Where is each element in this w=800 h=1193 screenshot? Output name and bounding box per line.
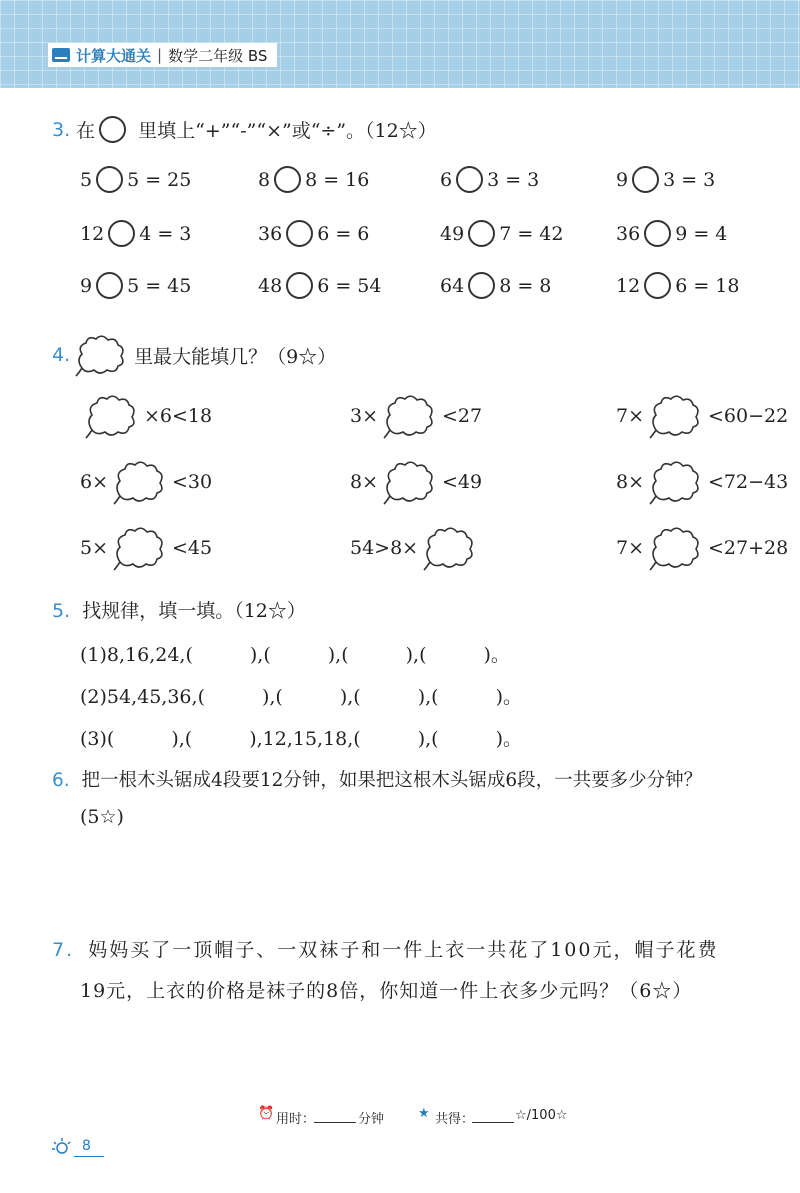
q3-title: 3. 在 里填上“+”“-”“×”或“÷”。（12☆）	[52, 116, 437, 143]
leaf-answer-input[interactable]	[112, 458, 168, 506]
book-icon	[52, 48, 70, 62]
operator-circle-input[interactable]	[468, 220, 495, 247]
q4-inequality: 54>8×	[350, 524, 482, 572]
book-subject: 数学二年级 BS	[168, 46, 268, 65]
book-title: 计算大通关	[76, 46, 152, 65]
leaf-answer-input[interactable]	[112, 524, 168, 572]
q5-title: 5. 找规律，填一填。（12☆）	[52, 600, 306, 622]
operator-circle-input[interactable]	[96, 272, 123, 299]
page-number: 8	[50, 1136, 91, 1156]
operator-circle-input[interactable]	[644, 220, 671, 247]
operator-circle-input[interactable]	[274, 166, 301, 193]
operator-circle-input[interactable]	[96, 166, 123, 193]
page-header	[0, 0, 800, 88]
q4-inequality: 7× <60−22	[616, 392, 788, 440]
operator-circle-input[interactable]	[286, 220, 313, 247]
q3-equation: 5 5 = 25	[80, 166, 191, 193]
leaf-answer-input[interactable]	[648, 524, 704, 572]
q3-equation: 8 8 = 16	[258, 166, 369, 193]
q3-equation: 36 6 = 6	[258, 220, 369, 247]
time-blank	[314, 1122, 356, 1123]
q4-inequality: 6× <30	[80, 458, 212, 506]
q4-inequality: 5× <45	[80, 524, 212, 572]
operator-circle-input[interactable]	[456, 166, 483, 193]
q4-inequality: 8× <72−43	[616, 458, 788, 506]
q3-equation: 64 8 = 8	[440, 272, 551, 299]
q7-line-2: 19元，上衣的价格是袜子的8倍，你知道一件上衣多少元吗？（6☆）	[80, 980, 693, 1002]
q5-line-3: (3)( ),( ),12,15,18,( ),( )。	[80, 728, 522, 750]
q3-equation: 9 5 = 45	[80, 272, 191, 299]
q6-line-2: (5☆)	[80, 806, 124, 828]
leaf-answer-input[interactable]	[382, 392, 438, 440]
sun-icon	[50, 1136, 72, 1156]
operator-circle-input[interactable]	[644, 272, 671, 299]
circle-placeholder-icon	[99, 116, 126, 143]
q7-text: 7. 妈妈买了一顶帽子、一双袜子和一件上衣一共花了100元，帽子花费	[52, 939, 719, 961]
q4-inequality: 7× <27+28	[616, 524, 788, 572]
leaf-answer-input[interactable]	[648, 392, 704, 440]
q4-inequality: 3× <27	[350, 392, 482, 440]
leaf-answer-input[interactable]	[84, 392, 140, 440]
q5-line-2: (2)54,45,36,( ),( ),( ),( )。	[80, 686, 522, 708]
leaf-placeholder-icon	[74, 332, 128, 378]
q3-equation: 36 9 = 4	[616, 220, 727, 247]
q3-equation: 49 7 = 42	[440, 220, 563, 247]
operator-circle-input[interactable]	[108, 220, 135, 247]
header-tag: 计算大通关 | 数学二年级 BS	[48, 43, 277, 67]
q3-equation: 48 6 = 54	[258, 272, 381, 299]
score-blank	[472, 1122, 514, 1123]
q5-line-1: (1)8,16,24,( ),( ),( ),( )。	[80, 644, 510, 666]
clock-icon: ⏰	[258, 1106, 275, 1121]
q3-equation: 12 4 = 3	[80, 220, 191, 247]
q6-text: 6. 把一根木头锯成4段要12分钟，如果把这根木头锯成6段，一共要多少分钟？	[52, 770, 703, 791]
q4-inequality: 8× <49	[350, 458, 482, 506]
leaf-answer-input[interactable]	[382, 458, 438, 506]
q4-inequality: ×6<18	[80, 392, 212, 440]
star-icon: ★	[418, 1106, 430, 1121]
q3-equation: 12 6 = 18	[616, 272, 739, 299]
q4-title: 4. 里最大能填几？（9☆）	[52, 332, 336, 378]
operator-circle-input[interactable]	[632, 166, 659, 193]
operator-circle-input[interactable]	[468, 272, 495, 299]
leaf-answer-input[interactable]	[648, 458, 704, 506]
leaf-answer-input[interactable]	[422, 524, 478, 572]
q3-equation: 6 3 = 3	[440, 166, 539, 193]
operator-circle-input[interactable]	[286, 272, 313, 299]
q3-equation: 9 3 = 3	[616, 166, 715, 193]
